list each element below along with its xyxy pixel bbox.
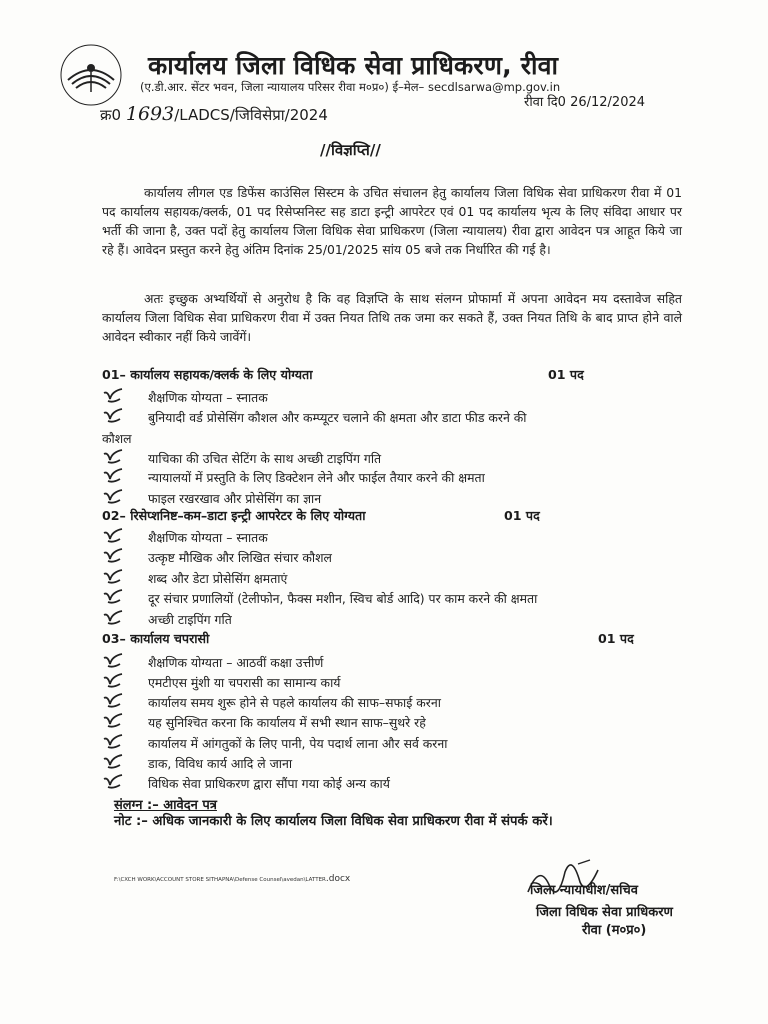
file-path: F:\CXCH WORK\ACCOUNT STORE SITHAPNA\Defense Counsel\avedan\LATTER.docx xyxy=(114,874,351,884)
signatory-office: जिला विधिक सेवा प्राधिकरण xyxy=(536,905,673,920)
paragraph-1: कार्यालय लीगल एड डिफेंस काउंसिल सिस्टम के उचित संचालन हेतु कार्यालय जिला विधिक सेवा प्राधिकरण रीवा में 01 पद कार्यालय सहायक/क्लर्क, 01 पद रिसेप्सनिस्ट सह डाटा इन्ट्री आपरेटर एवं 01 पद कार्यालय भृत्य के लिए संविदा आधार पर भर्ती की जाना है, उक्त पदों हेतु कार्यालय जिला विधिक सेवा प्राधिकरण (जिला न्यायालय) रीवा द्वारा आवेदन पत्र आहूत किये जा रहे हैं। आवेदन प्रस्तुत करने हेतु अंतिम दिनांक 25/01/2025 सांय 05 बजे तक निर्धारित की गई है। xyxy=(102,185,682,257)
checkmark-icon xyxy=(102,712,124,730)
checkmark-icon xyxy=(102,527,124,545)
checkmark-icon xyxy=(102,448,124,466)
checkmark-icon xyxy=(102,488,124,506)
ref-suffix: /LADCS/जिविसेप्रा/2024 xyxy=(174,106,328,124)
checkmark-icon xyxy=(102,547,124,565)
signatory-location: रीवा (म०प्र०) xyxy=(582,923,647,938)
notice-heading: //विज्ञप्ति// xyxy=(320,141,381,159)
issue-date: रीवा दि0 26/12/2024 xyxy=(524,95,646,110)
checkmark-icon xyxy=(102,407,124,425)
checkmark-icon xyxy=(102,467,124,485)
attachment-label: संलग्न :– आवेदन पत्र xyxy=(114,798,217,813)
ref-number-handwritten: 1693 xyxy=(125,103,175,125)
note-text: नोट :– अधिक जानकारी के लिए कार्यालय जिला विधिक सेवा प्राधिकरण रीवा में संपर्क करें। xyxy=(114,814,553,829)
nalsa-emblem-logo xyxy=(58,42,124,108)
office-title: कार्यालय जिला विधिक सेवा प्राधिकरण, रीवा xyxy=(148,51,559,80)
section-1-title: 01– कार्यालय सहायक/क्लर्क के लिए योग्यता xyxy=(102,367,313,382)
checkmark-icon xyxy=(102,733,124,751)
paragraph-2: अतः इच्छुक अभ्यर्थियों से अनुरोध है कि वह विज्ञप्ति के साथ संलग्न प्रोफार्मा में अपना आवेदन मय दस्तावेज सहित कार्यालय जिला विधिक सेवा प्राधिकरण रीवा में उक्त नियत तिथि तक जमा कर सकते हैं, उक्त नियत तिथि के बाद प्राप्त होने वाले आवेदन स्वीकार नहीं किये जावेंगें। xyxy=(102,291,682,344)
reference-number xyxy=(100,103,328,125)
ref-prefix: क्र0 xyxy=(100,106,122,124)
checkmark-icon xyxy=(102,692,124,710)
checkmark-icon xyxy=(102,672,124,690)
checkmark-icon xyxy=(102,652,124,670)
checkmark-icon xyxy=(102,387,124,405)
section-3-title: 03– कार्यालय चपरासी xyxy=(102,631,210,646)
list-item-wrap: कौशल xyxy=(102,431,132,446)
section-3-posts: 01 पद xyxy=(598,631,634,646)
checkmark-icon xyxy=(102,773,124,791)
section-2-title: 02– रिसेप्शनिष्ट–कम–डाटा इन्ट्री आपरेटर के लिए योग्यता xyxy=(102,508,366,523)
section-2-posts: 01 पद xyxy=(504,508,540,523)
checkmark-icon xyxy=(102,588,124,606)
checkmark-icon xyxy=(102,609,124,627)
office-address: (ए.डी.आर. सेंटर भवन, जिला न्यायालय परिसर रीवा म०प्र०) ई–मेल– secdlsarwa@mp.gov.in xyxy=(140,80,561,94)
signatory-designation: जिला न्यायाधीश/सचिव xyxy=(530,883,638,898)
checkmark-icon xyxy=(102,568,124,586)
section-1-posts: 01 पद xyxy=(548,367,584,382)
checkmark-icon xyxy=(102,753,124,771)
